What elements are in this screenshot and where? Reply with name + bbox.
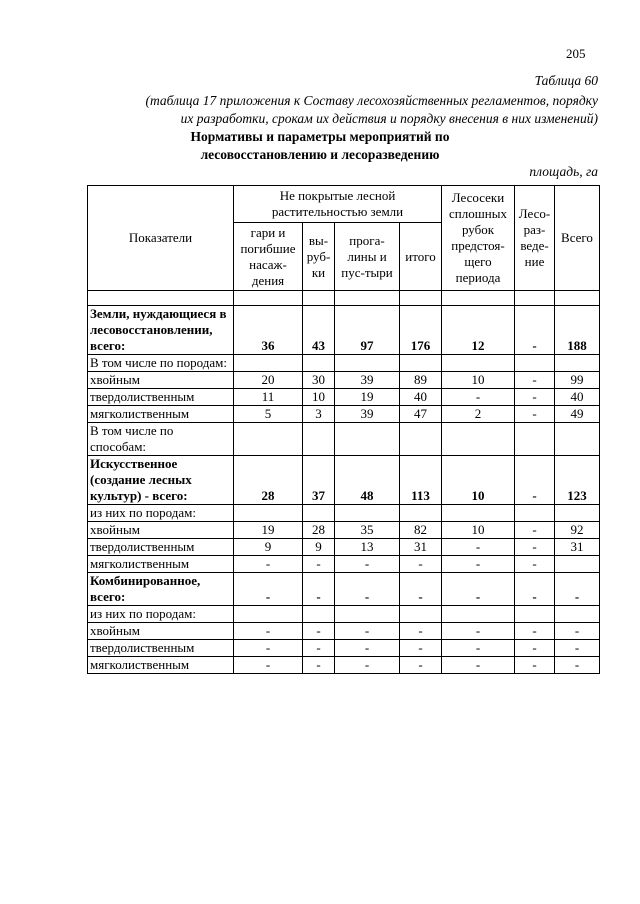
cell-c6: - (515, 456, 555, 505)
header-afforestation: Лесо-раз-веде-ние (515, 186, 555, 291)
cell-c2: 10 (303, 389, 335, 406)
row-label: хвойным (88, 522, 234, 539)
cell-c5: 10 (442, 372, 515, 389)
table-row (88, 657, 600, 674)
cell-c1: - (234, 573, 303, 606)
cell-c1: - (234, 623, 303, 640)
row-label: мягколиственным (88, 406, 234, 423)
cell-c2: - (303, 640, 335, 657)
cell-c4: - (400, 640, 442, 657)
cell-c2 (303, 606, 335, 623)
cell-c3 (335, 423, 400, 456)
cell-c7: 99 (555, 372, 600, 389)
table-row (88, 406, 600, 423)
cell-c3: - (335, 657, 400, 674)
cell-c1 (234, 355, 303, 372)
cell-c4: 176 (400, 306, 442, 355)
cell-c3: 39 (335, 406, 400, 423)
cell-c5: - (442, 657, 515, 674)
cell-c7: 40 (555, 389, 600, 406)
cell-c6: - (515, 406, 555, 423)
cell-c4 (400, 606, 442, 623)
cell-c6 (515, 606, 555, 623)
cell-c7: - (555, 640, 600, 657)
cell-c4: - (400, 556, 442, 573)
cell-c6: - (515, 372, 555, 389)
cell-c5: - (442, 556, 515, 573)
cell-c6 (515, 423, 555, 456)
cell-c1: 28 (234, 456, 303, 505)
row-label: Искусственное (создание лесных культур) - всего: (88, 456, 234, 505)
cell-c7 (555, 423, 600, 456)
row-label: твердолиственным (88, 640, 234, 657)
table-title-line2: лесовосстановлению и лесоразведению (200, 147, 440, 162)
cell-c3: 35 (335, 522, 400, 539)
cell-c3: - (335, 623, 400, 640)
cell-c1: 19 (234, 522, 303, 539)
cell-c2: 9 (303, 539, 335, 556)
cell-c4: - (400, 657, 442, 674)
units-note: площадь, га (529, 164, 598, 179)
row-label: из них по породам: (88, 606, 234, 623)
row-label: мягколиственным (88, 556, 234, 573)
cell-c5 (442, 505, 515, 522)
cell-c6: - (515, 556, 555, 573)
cell-c4 (400, 355, 442, 372)
table-label: Таблица 60 (534, 73, 598, 88)
header-burns: гари и погибшие насаж-дения (234, 223, 303, 291)
cell-c3 (335, 355, 400, 372)
cell-c1: 5 (234, 406, 303, 423)
cell-c6 (515, 355, 555, 372)
cell-c2: 37 (303, 456, 335, 505)
cell-c2 (303, 355, 335, 372)
cell-c1: 9 (234, 539, 303, 556)
cell-c1 (234, 505, 303, 522)
cell-c2: - (303, 657, 335, 674)
cell-c7 (555, 505, 600, 522)
cell-c7: 188 (555, 306, 600, 355)
cell-c7: 123 (555, 456, 600, 505)
table-row (88, 606, 600, 623)
row-label: твердолиственным (88, 539, 234, 556)
cell-c3: 13 (335, 539, 400, 556)
cell-c1: 11 (234, 389, 303, 406)
source-note-line2: их разработки, срокам их действия и порядку внесения в них изменений) (180, 111, 598, 126)
table-row (88, 355, 600, 372)
cell-c4: 113 (400, 456, 442, 505)
cell-c2: - (303, 573, 335, 606)
cell-c4: 82 (400, 522, 442, 539)
row-label: из них по породам: (88, 505, 234, 522)
table-row (88, 640, 600, 657)
cell-c4: 40 (400, 389, 442, 406)
row-label: мягколиственным (88, 657, 234, 674)
table-row (88, 623, 600, 640)
cell-c3: - (335, 640, 400, 657)
cell-c1: - (234, 640, 303, 657)
table-row (88, 456, 600, 505)
cell-c6: - (515, 539, 555, 556)
cell-c3 (335, 606, 400, 623)
cell-c6: - (515, 573, 555, 606)
cell-c5: - (442, 573, 515, 606)
page-number: 205 (566, 46, 586, 61)
table-row (88, 505, 600, 522)
cell-c6: - (515, 306, 555, 355)
table-row (88, 423, 600, 456)
table-row (88, 556, 600, 573)
cell-c3: - (335, 556, 400, 573)
measures-table (87, 185, 600, 674)
table-row (88, 372, 600, 389)
cell-c2: 30 (303, 372, 335, 389)
cell-c5: - (442, 623, 515, 640)
row-label: хвойным (88, 372, 234, 389)
cell-c6: - (515, 522, 555, 539)
cell-c3: 48 (335, 456, 400, 505)
row-label: Земли, нуждающиеся в лесовосстановлении, всего: (88, 306, 234, 355)
cell-c7: 92 (555, 522, 600, 539)
table-row (88, 573, 600, 606)
cell-c5 (442, 606, 515, 623)
cell-c7 (555, 355, 600, 372)
cell-c5: - (442, 389, 515, 406)
cell-c5: - (442, 539, 515, 556)
cell-c5: 10 (442, 456, 515, 505)
cell-c2: 3 (303, 406, 335, 423)
header-indicators: Показатели (88, 186, 234, 291)
cell-c2: - (303, 623, 335, 640)
cell-c3 (335, 505, 400, 522)
header-glades: прога-лины и пус-тыри (335, 223, 400, 291)
cell-c1 (234, 606, 303, 623)
cell-c5: - (442, 640, 515, 657)
source-note-line1: (таблица 17 приложения к Составу лесохозяйственных регламентов, порядку (145, 93, 598, 108)
row-label: Комбинированное, всего: (88, 573, 234, 606)
cell-c4: 89 (400, 372, 442, 389)
cell-c6 (515, 505, 555, 522)
cell-c1: - (234, 657, 303, 674)
row-label: В том числе по породам: (88, 355, 234, 372)
cell-c4: - (400, 573, 442, 606)
cell-c4: 47 (400, 406, 442, 423)
row-label: хвойным (88, 623, 234, 640)
cell-c3: 19 (335, 389, 400, 406)
cell-c5: 2 (442, 406, 515, 423)
table-title-line1: Нормативы и параметры мероприятий по (190, 129, 450, 144)
cell-c3: 39 (335, 372, 400, 389)
cell-c7 (555, 606, 600, 623)
cell-c2: - (303, 556, 335, 573)
cell-c6: - (515, 657, 555, 674)
cell-c4: 31 (400, 539, 442, 556)
cell-c1: - (234, 556, 303, 573)
table-row (88, 539, 600, 556)
cell-c7: - (555, 657, 600, 674)
cell-c4 (400, 423, 442, 456)
cell-c5: 10 (442, 522, 515, 539)
header-total: Всего (555, 186, 600, 291)
cell-c5 (442, 355, 515, 372)
cell-c4: - (400, 623, 442, 640)
table-row (88, 306, 600, 355)
header-not-covered-group: Не покрытые лесной растительностью земли (234, 186, 442, 223)
cell-c6: - (515, 389, 555, 406)
cell-c2 (303, 423, 335, 456)
cell-c1: 20 (234, 372, 303, 389)
cell-c7: - (555, 623, 600, 640)
cell-c2: 43 (303, 306, 335, 355)
cell-c6: - (515, 640, 555, 657)
table-row (88, 389, 600, 406)
table-row (88, 522, 600, 539)
blank-row (88, 291, 600, 306)
cell-c6: - (515, 623, 555, 640)
cell-c2 (303, 505, 335, 522)
cell-c7: 31 (555, 539, 600, 556)
cell-c2: 28 (303, 522, 335, 539)
header-cutting-areas: Лесосеки сплошных рубок предстоя-щего периода (442, 186, 515, 291)
row-label: В том числе по способам: (88, 423, 234, 456)
cell-c4 (400, 505, 442, 522)
cell-c1 (234, 423, 303, 456)
cell-c3: 97 (335, 306, 400, 355)
cell-c7: 49 (555, 406, 600, 423)
header-clearings: вы-руб-ки (303, 223, 335, 291)
cell-c7: - (555, 573, 600, 606)
row-label: твердолиственным (88, 389, 234, 406)
cell-c3: - (335, 573, 400, 606)
cell-c1: 36 (234, 306, 303, 355)
cell-c5 (442, 423, 515, 456)
cell-c5: 12 (442, 306, 515, 355)
cell-c7 (555, 556, 600, 573)
header-subtotal: итого (400, 223, 442, 291)
